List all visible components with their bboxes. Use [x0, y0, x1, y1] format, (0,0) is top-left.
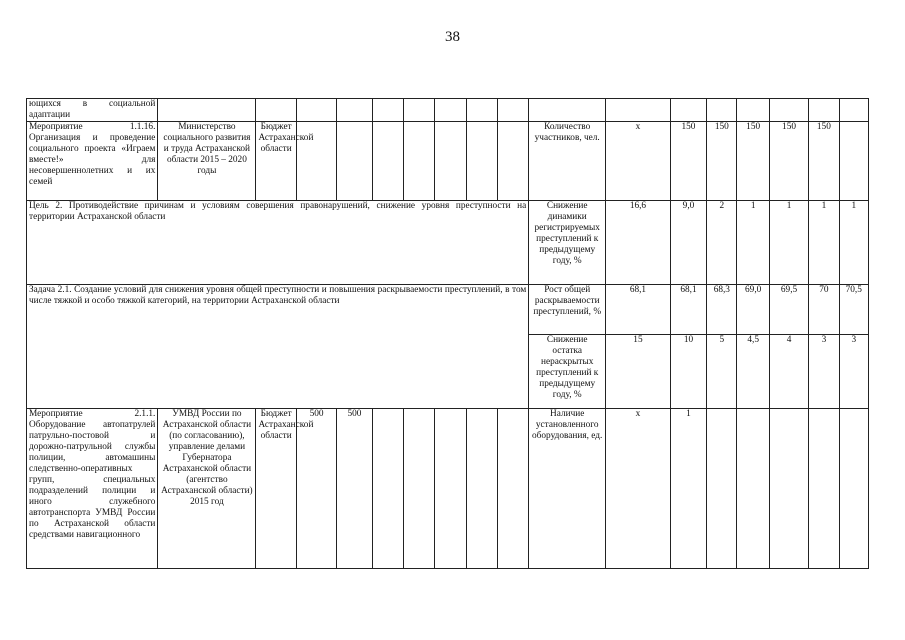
indicator-cell: Снижение остатка нераскрытых преступлений к предыдущему году, % — [529, 335, 606, 409]
value-cell: 70 — [809, 285, 839, 335]
value-cell: 150 — [737, 122, 769, 201]
value-cell — [839, 122, 868, 201]
value-cell — [737, 409, 769, 569]
value-cell: х — [606, 409, 671, 569]
value-cell: 1 — [769, 201, 808, 285]
indicator-cell: Наличие установленного оборудования, ед. — [529, 409, 606, 569]
value-cell: 16,6 — [606, 201, 671, 285]
table-row-measure-1-1-16 — [27, 122, 869, 201]
value-cell: 68,1 — [670, 285, 706, 335]
activity-cell: Мероприятие 1.1.16. Организация и проведение социального проекта «Играем вместе!» для несовершеннолетних и их семей — [27, 122, 158, 201]
finance-cell: 500 — [296, 409, 336, 569]
value-cell: 1 — [737, 201, 769, 285]
value-cell: 1 — [839, 201, 868, 285]
value-cell: 9,0 — [670, 201, 706, 285]
page-number: 38 — [445, 29, 460, 45]
value-cell: 3 — [839, 335, 868, 409]
table-row-continuation — [27, 99, 869, 122]
indicator-cell: Рост общей раскрываемости преступлений, % — [529, 285, 606, 335]
value-cell: 3 — [809, 335, 839, 409]
value-cell — [839, 409, 868, 569]
goal-cell: Цель 2. Противодействие причинам и условиям совершения правонарушений, снижение уровня преступности на территории Астраханской области — [27, 201, 529, 285]
source-cell: Бюджет Астраханской области — [256, 122, 296, 201]
value-cell: 150 — [809, 122, 839, 201]
value-cell: 68,3 — [707, 285, 737, 335]
value-cell: 1 — [809, 201, 839, 285]
executor-cell: Министерство социального развития и труда Астраханской области 2015 – 2020 годы — [158, 122, 256, 201]
value-cell — [707, 409, 737, 569]
activity-cell: Мероприятие 2.1.1. Оборудование автопатрулей патрульно-постовой и дорожно-патрульной службы полиции, автомашины следственно-оперативных групп, специальных подразделений полиции и иного служебного автотранспорта УМВД России по Астраханской области средствами навигационного — [27, 409, 158, 569]
value-cell: х — [606, 122, 671, 201]
program-table — [26, 98, 869, 569]
finance-cell: 500 — [337, 409, 372, 569]
activity-cell: ющихся в социальной адаптации — [27, 99, 158, 122]
value-cell: 1 — [670, 409, 706, 569]
value-cell: 10 — [670, 335, 706, 409]
executor-cell: УМВД России по Астраханской области (по согласованию), управление делами Губернатора Астраханской области (агентство Астраханской области) 2015 год — [158, 409, 256, 569]
value-cell: 2 — [707, 201, 737, 285]
value-cell: 15 — [606, 335, 671, 409]
value-cell — [809, 409, 839, 569]
table-row-measure-2-1-1 — [27, 409, 869, 569]
value-cell: 150 — [670, 122, 706, 201]
task-cell: Задача 2.1. Создание условий для снижения уровня общей преступности и повышения раскрываемости преступлений, в том числе тяжкой и особо тяжкой категорий, на территории Астраханской области — [27, 285, 529, 409]
value-cell: 69,0 — [737, 285, 769, 335]
value-cell — [769, 409, 808, 569]
value-cell: 5 — [707, 335, 737, 409]
indicator-cell: Снижение динамики регистрируемых преступлений к предыдущему году, % — [529, 201, 606, 285]
source-cell: Бюджет Астраханской области — [256, 409, 296, 569]
value-cell: 4,5 — [737, 335, 769, 409]
value-cell: 150 — [707, 122, 737, 201]
table-row-goal-2 — [27, 201, 869, 285]
value-cell: 69,5 — [769, 285, 808, 335]
indicator-cell: Количество участников, чел. — [529, 122, 606, 201]
table-row-task-2-1 — [27, 285, 869, 335]
value-cell: 70,5 — [839, 285, 868, 335]
value-cell: 68,1 — [606, 285, 671, 335]
value-cell: 150 — [769, 122, 808, 201]
value-cell: 4 — [769, 335, 808, 409]
